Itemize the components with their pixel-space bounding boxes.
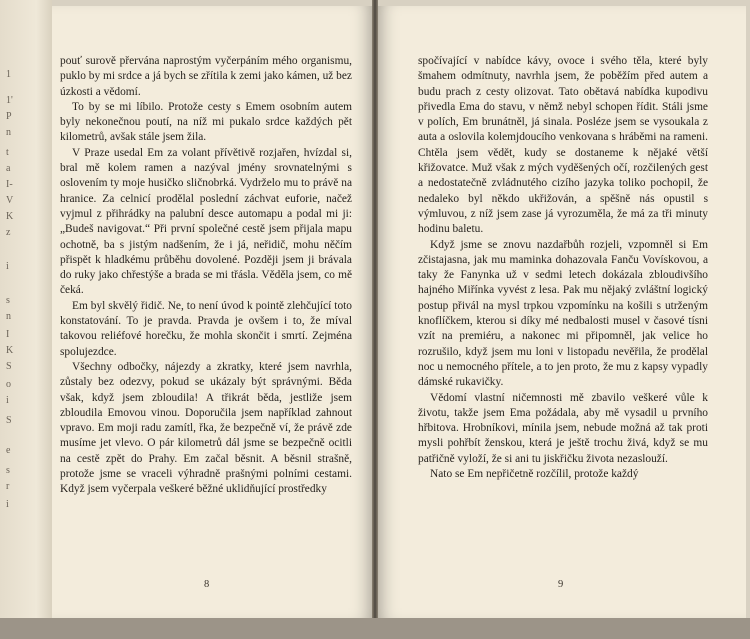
paragraph: Em byl skvělý řidič. Ne, to není úvod k pointě zlehčující toto konstatování. To je pravda. Pravda je ovšem i to, že míval takovou reliéfové horečku, že mohla skončit i smrtí. Zejména spolujezdce. xyxy=(60,299,352,358)
margin-mark: 1 xyxy=(6,69,11,80)
paragraph: Vědomí vlastní ničemnosti mě zbavilo veškeré vůle k životu, takže jsem Ema požádala, aby mě vysadil u prvního hřbitova. Hrobníkovi, mínila jsem, nebude možná až tak proti mysli pohřbít ženskou, která je ještě trochu živá, když se mu patřičně vyloží, že si ani tu jiskřičku života nezaslouží. xyxy=(418,391,708,465)
paragraph: Nato se Em nepřičetně rozčílil, protože každý xyxy=(430,468,639,481)
page-number: 8 xyxy=(204,579,210,590)
margin-mark: P xyxy=(6,111,12,122)
margin-mark: e xyxy=(6,445,11,456)
right-page xyxy=(378,6,746,618)
page-number: 9 xyxy=(558,579,564,590)
left-page xyxy=(52,6,372,618)
right-page-text xyxy=(418,54,708,482)
margin-mark: i xyxy=(6,395,9,406)
margin-mark: o xyxy=(6,379,11,390)
margin-mark: n xyxy=(6,311,11,322)
margin-mark: S xyxy=(6,361,12,372)
margin-mark: t xyxy=(6,147,9,158)
paragraph: V Praze usedal Em za volant přívětivě rozjařen, hvízdal si, bral mě kolem ramen a nazýval jmény srovnatelnými s oslovením ty moje husičko sličnobrká. Vydrželo mu to právě na hranice. Za celnicí prodělal poslední záchvat euforie, načež vyjmul z přihrádky na palubní desce automapu a podal mi ji: „Budeš navigovat.“ Při první společné cestě jsem přijala mapu ochotně, ba s jistým nadšením, že i já, neřidič, mohu něčím přispět k hladkému průběhu dovolené. Později jsem ji brávala do ruky jako chřestýše a brada se mi třásla. Věděla jsem, co mě čeká. xyxy=(60,146,352,297)
paragraph: spočívající v nabídce kávy, ovoce i svého těla, které byly šmahem odmítnuty, navrhla jsem, že poběžím před autem a budu prach z cesty olizovat. Tato obětavá nabídka kupodivu přivedla Ema do stavu, v němž nebyl schopen řídit. Stáli jsme v polích, Em brunátněl, já sinala. Posléze jsem se vysoukala z auta a oslovila kolemjdoucího venkovana s hráběmi na rameni. Chtěla jsem vědět, kudy se dostaneme k nějaké větší křižovatce. Muž však z mých vyděšených očí, rozčilených gest a nedostatečně zvládnutého cizího jazyka toliko pochopil, že nedaleko byl někdo ukřižován, a spěšně nás opustil s výmluvou, z níž jsem zase já vyrozuměla, že má za tři minuty hodinu baletu. xyxy=(418,55,708,236)
margin-mark: 1' xyxy=(6,95,13,106)
margin-mark: V xyxy=(6,195,14,206)
margin-mark: s xyxy=(6,465,10,476)
paragraph: Když jsme se znovu nazdařbůh rozjeli, vzpomněl si Em zčistajasna, jak mu maminka dohazovala Fanču Vovískovou, a taky že Fanynka už v sedmi letech dokázala zbloudivšího hajného Miřínka vyvést z lesa. Pak mu nějaký zvláštní logický postup přivál na mysl trpkou vzpomínku na košili s utrženým knoflíčkem, kterou si díky mé nedbalosti musel v časové tísni vzít na premiéru, a nakonec mi připomněl, jak velice ho rozrušilo, když jsem mu loni v listopadu nevěřila, že prodělal noc u nemocného přítele, a to jen proto, že mu z kapsy vypadly dámské rukavičky. xyxy=(418,238,708,389)
margin-mark: s xyxy=(6,295,10,306)
margin-mark: r xyxy=(6,481,10,492)
margin-mark: K xyxy=(6,345,14,356)
margin-mark: i xyxy=(6,499,9,510)
margin-mark: i xyxy=(6,261,9,272)
margin-mark: a xyxy=(6,163,11,174)
previous-page-edge xyxy=(0,0,52,639)
paragraph: Všechny odbočky, nájezdy a zkratky, které jsem navrhla, zůstaly bez odezvy, pokud se ukázaly být správnými. Běda však, když jsem zbloudila! A třikrát běda, jestliže jsem zbloudila Emovou vinou. Doporučila jsem například zahnout vpravo. Em moji radu zamítl, řka, že bezpečně ví, že právě zde musíme jet vlevo. O pár kilometrů dál jsme se bezpečně ocitli na cestě zpět do Prahy. Em začal běsnit. A běsnil strašně, protože jsme se vraceli výhradně prašnými polními cestami. Když jsem vyčerpala veškeré běžné uklidňující prostředky xyxy=(60,360,352,496)
margin-mark: S xyxy=(6,415,12,426)
left-page-text xyxy=(60,54,352,498)
margin-mark: I- xyxy=(6,179,13,190)
margin-mark: I xyxy=(6,329,10,340)
scan-bottom-edge xyxy=(0,618,750,639)
paragraph: pouť surově přervána naprostým vyčerpáním mého organismu, puklo by mi srdce a já bych se zřítila k zemi jako kámen, už bez úzkosti a vědomí. xyxy=(60,55,352,98)
margin-mark: z xyxy=(6,227,11,238)
margin-mark: K xyxy=(6,211,14,222)
paragraph: To by se mi líbilo. Protože cesty s Emem osobním autem byly nekonečnou poutí, na níž mi pukalo srdce každých pět kilometrů, avšak stále jsem žila. xyxy=(60,100,352,144)
margin-mark: n xyxy=(6,127,11,138)
